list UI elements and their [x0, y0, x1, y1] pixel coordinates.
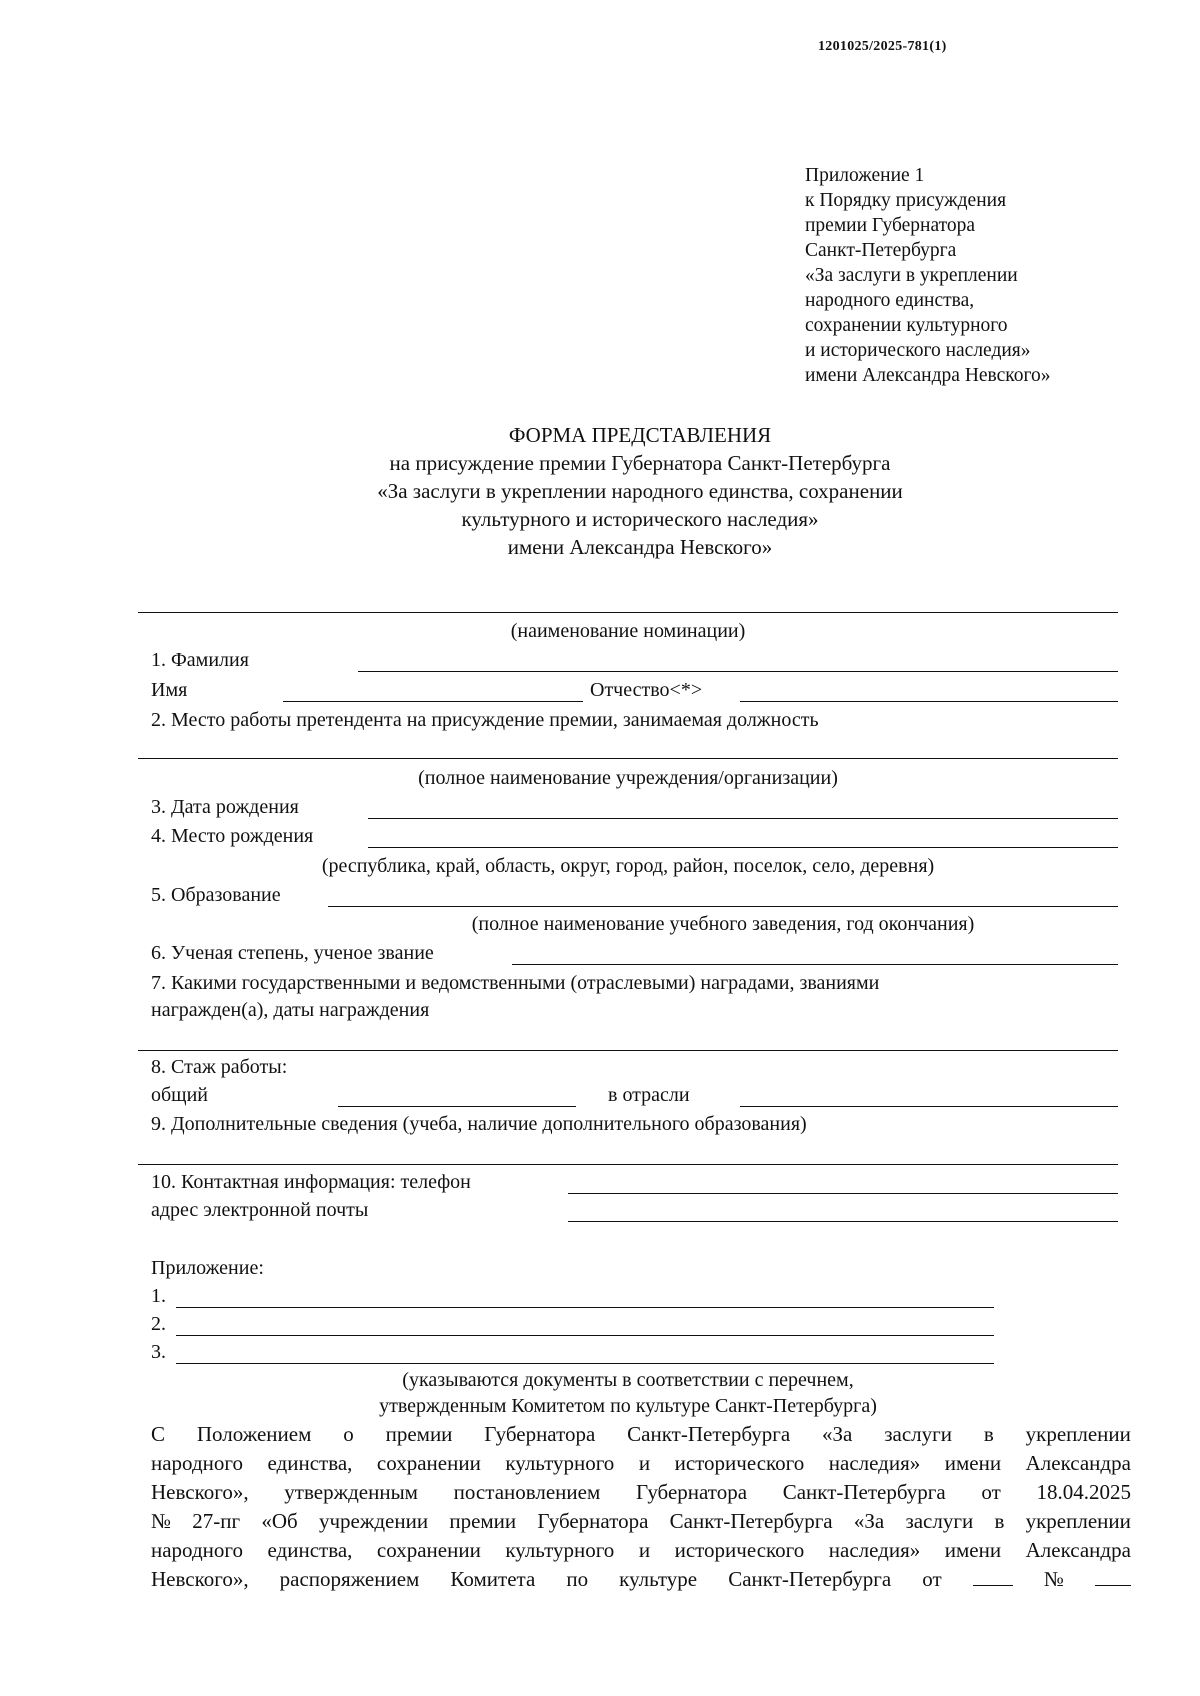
consent-word: и: [638, 1538, 651, 1562]
awards-field[interactable]: [138, 1050, 1118, 1051]
surname-label: 1. Фамилия: [151, 649, 249, 671]
workplace-caption: (полное наименование учреждения/организации): [418, 767, 838, 789]
consent-word: сохранении: [376, 1451, 481, 1475]
consent-word: Санкт-Петербурга: [782, 1480, 946, 1504]
nomination-field[interactable]: [138, 612, 1118, 613]
birthdate-field[interactable]: [368, 818, 1118, 819]
consent-word: единства,: [267, 1451, 353, 1475]
annex-line: народного единства,: [805, 290, 975, 311]
additional-label: 9. Дополнительные сведения (учеба, наличие дополнительного образования): [151, 1113, 807, 1135]
consent-word: в: [983, 1422, 994, 1446]
consent-word: исторического: [674, 1538, 805, 1562]
title-line: культурного и исторического наследия»: [461, 507, 819, 531]
consent-word: №: [151, 1509, 172, 1533]
workplace-field[interactable]: [138, 758, 1118, 759]
consent-word: постановлением: [453, 1480, 601, 1504]
degree-field[interactable]: [512, 964, 1118, 965]
order-date-field[interactable]: [973, 1565, 1013, 1594]
birthplace-field[interactable]: [368, 847, 1118, 848]
annex-line: и исторического наследия»: [805, 340, 1031, 361]
attachment-field-3[interactable]: [176, 1363, 994, 1364]
experience-industry-field[interactable]: [740, 1106, 1118, 1107]
consent-word: единства,: [267, 1538, 353, 1562]
consent-row-1: [151, 1420, 1131, 1449]
birthplace-label: 4. Место рождения: [151, 825, 314, 847]
consent-word: по: [566, 1567, 589, 1591]
consent-word: имени: [944, 1538, 1002, 1562]
consent-row-3: [151, 1478, 1131, 1507]
experience-total-label: общий: [151, 1084, 208, 1106]
attachments-caption: (указываются документы в соответствии с перечнем,: [402, 1369, 854, 1391]
consent-word: культурного: [505, 1538, 615, 1562]
annex-line: к Порядку присуждения: [805, 190, 1007, 211]
contact-phone-field[interactable]: [568, 1193, 1118, 1194]
consent-word: «За: [853, 1509, 885, 1533]
name-label: Имя: [151, 679, 188, 701]
birthplace-caption: (республика, край, область, округ, город, район, поселок, село, деревня): [321, 855, 935, 877]
consent-word: Санкт-Петербурга: [728, 1567, 892, 1591]
consent-row-5: [151, 1536, 1131, 1565]
title-line: имени Александра Невского»: [507, 535, 773, 559]
consent-word: от: [922, 1567, 942, 1591]
degree-label: 6. Ученая степень, ученое звание: [151, 942, 434, 964]
consent-word: премии: [449, 1509, 517, 1533]
consent-word: Губернатора: [484, 1422, 596, 1446]
consent-word: утвержденным: [284, 1480, 418, 1504]
consent-word: народного: [151, 1538, 243, 1562]
consent-word: от: [981, 1480, 1001, 1504]
attachment-number: 1.: [151, 1285, 166, 1307]
education-field[interactable]: [328, 906, 1118, 907]
contact-email-label: адрес электронной почты: [151, 1199, 369, 1221]
consent-word: Комитета: [450, 1567, 536, 1591]
consent-word: исторического: [674, 1451, 805, 1475]
experience-industry-label: в отрасли: [608, 1084, 690, 1106]
surname-field[interactable]: [358, 671, 1118, 672]
consent-paragraph: [151, 1420, 1131, 1594]
consent-word: культуре: [619, 1567, 698, 1591]
consent-word: распоряжением: [279, 1567, 420, 1591]
consent-word: Александра: [1025, 1538, 1131, 1562]
consent-word: наследия»: [828, 1538, 921, 1562]
consent-word: укреплении: [1025, 1509, 1131, 1533]
consent-word: Санкт-Петербурга: [627, 1422, 791, 1446]
education-caption: (полное наименование учебного заведения, год окончания): [471, 913, 975, 935]
decree-number: 27-пг: [192, 1509, 241, 1533]
education-label: 5. Образование: [151, 884, 281, 906]
experience-total-field[interactable]: [338, 1106, 576, 1107]
contact-phone-label: 10. Контактная информация: телефон: [151, 1171, 471, 1193]
consent-word: Невского»,: [151, 1567, 249, 1591]
consent-word: Губернатора: [537, 1509, 649, 1533]
patronymic-label: Отчество<*>: [590, 679, 703, 701]
document-code: 1201025/2025-781(1): [818, 39, 947, 54]
consent-word: Положением: [196, 1422, 312, 1446]
additional-field[interactable]: [138, 1164, 1118, 1165]
consent-word: «За: [822, 1422, 853, 1446]
consent-word: Невского»,: [151, 1480, 249, 1504]
consent-word: в: [994, 1509, 1005, 1533]
attachment-field-2[interactable]: [176, 1335, 994, 1336]
nomination-caption: (наименование номинации): [510, 620, 746, 642]
name-field[interactable]: [283, 701, 583, 702]
title-line: «За заслуги в укреплении народного единства, сохранении: [377, 479, 903, 503]
consent-word: и: [638, 1451, 651, 1475]
consent-word: «Об: [261, 1509, 298, 1533]
annex-header: [805, 163, 1051, 388]
consent-word: укреплении: [1025, 1422, 1131, 1446]
consent-word: культурного: [505, 1451, 615, 1475]
consent-word: Губернатора: [635, 1480, 748, 1504]
consent-word: премии: [385, 1422, 453, 1446]
consent-word: заслуги: [905, 1509, 974, 1533]
birthdate-label: 3. Дата рождения: [151, 796, 299, 818]
consent-word: Санкт-Петербурга: [669, 1509, 833, 1533]
order-number-field[interactable]: [1095, 1565, 1131, 1594]
consent-word: Александра: [1025, 1451, 1131, 1475]
decree-date: 18.04.2025: [1036, 1480, 1131, 1504]
number-sign: №: [1043, 1567, 1064, 1591]
title-line: на присуждение премии Губернатора Санкт-Петербурга: [389, 451, 891, 475]
annex-line: имени Александра Невского»: [805, 365, 1051, 386]
consent-row-2: [151, 1449, 1131, 1478]
consent-word: о: [343, 1422, 354, 1446]
attachments-label: Приложение:: [151, 1257, 264, 1279]
attachment-number: 2.: [151, 1313, 166, 1335]
awards-label: 7. Какими государственными и ведомственными (отраслевыми) наградами, званиями: [151, 972, 880, 994]
contact-email-field[interactable]: [568, 1221, 1118, 1222]
consent-row-4: [151, 1507, 1131, 1536]
attachment-field-1[interactable]: [176, 1307, 994, 1308]
annex-line: «За заслуги в укреплении: [805, 265, 1018, 286]
consent-word: учреждении: [318, 1509, 429, 1533]
awards-label-continued: награжден(а), даты награждения: [151, 999, 430, 1021]
patronymic-field[interactable]: [740, 701, 1118, 702]
consent-word: наследия»: [828, 1451, 921, 1475]
attachment-number: 3.: [151, 1341, 166, 1363]
form-heading: ФОРМА ПРЕДСТАВЛЕНИЯ: [508, 423, 772, 447]
annex-line: премии Губернатора: [805, 215, 976, 236]
consent-word: заслуги: [884, 1422, 952, 1446]
workplace-label: 2. Место работы претендента на присуждение премии, занимаемая должность: [151, 709, 819, 731]
consent-word: С: [151, 1422, 166, 1446]
consent-word: имени: [944, 1451, 1002, 1475]
experience-label: 8. Стаж работы:: [151, 1056, 288, 1078]
form-title: [200, 421, 1080, 561]
consent-row-6: [151, 1565, 1131, 1594]
consent-word: народного: [151, 1451, 243, 1475]
annex-line: Санкт-Петербурга: [805, 240, 957, 261]
annex-line: Приложение 1: [805, 165, 925, 186]
attachments-caption-continued: утвержденным Комитетом по культуре Санкт-Петербурга): [379, 1395, 877, 1417]
consent-word: сохранении: [376, 1538, 481, 1562]
annex-line: сохранении культурного: [805, 315, 1008, 336]
